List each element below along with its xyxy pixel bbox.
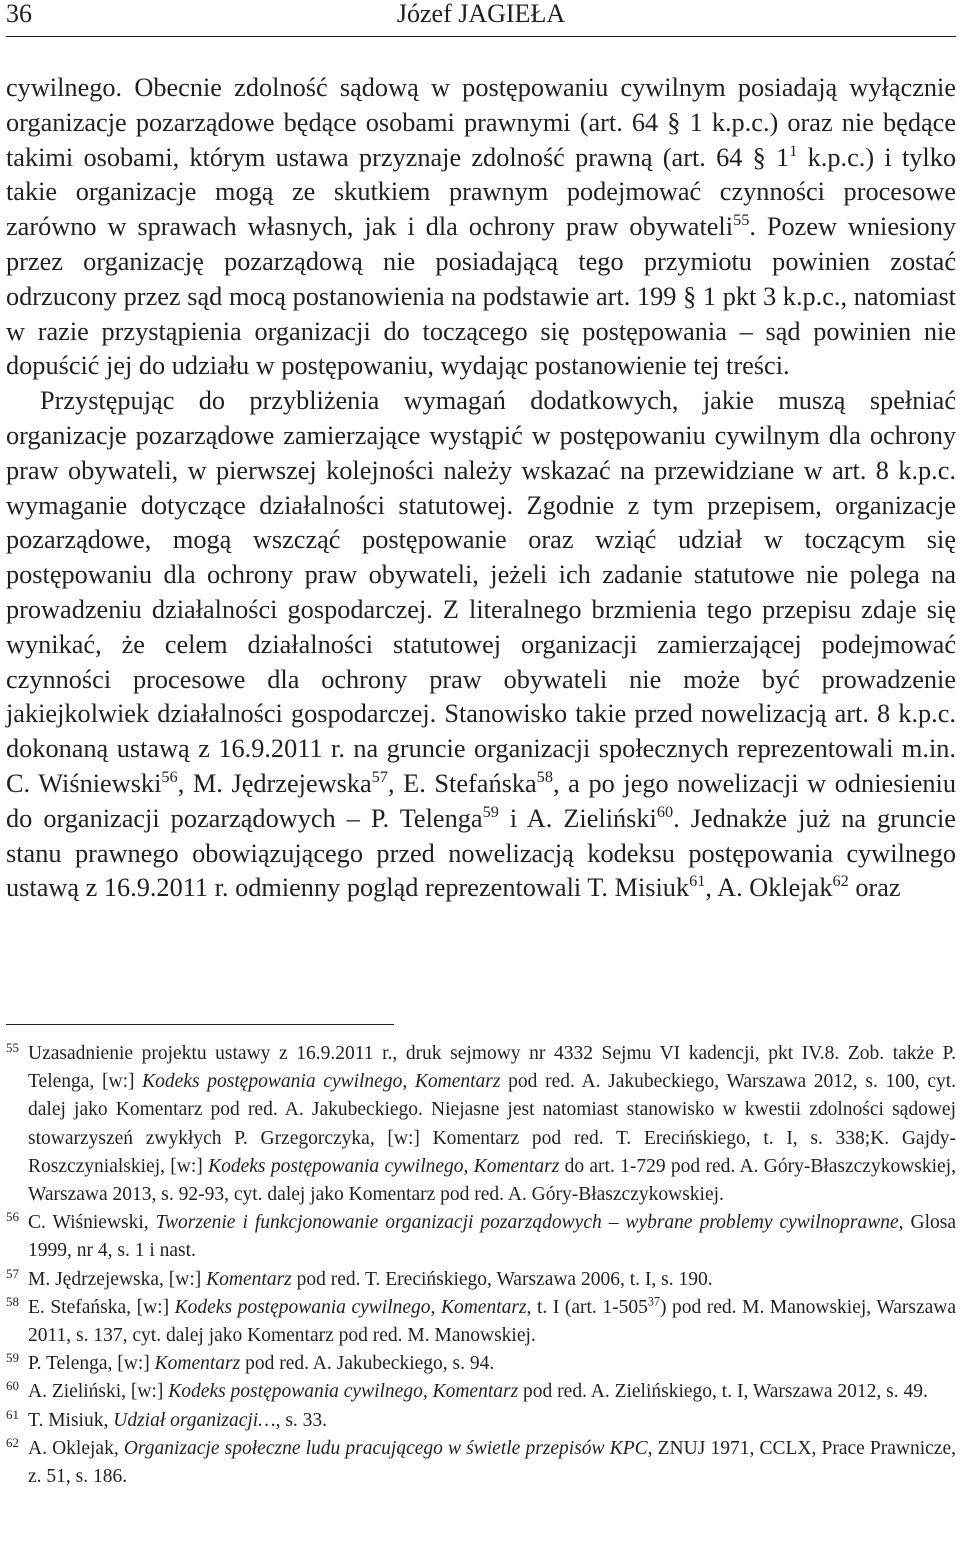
footnote-number: 60: [6, 1378, 19, 1394]
text-run: pod red. A. Jakubeckiego, s. 94.: [240, 1353, 495, 1375]
footnote-ref[interactable]: 56: [161, 766, 178, 786]
page-header: [6, 0, 956, 37]
text-run: oraz: [848, 873, 901, 903]
footnote: [6, 1350, 956, 1378]
italic-title: Kodeks postępowania cywilnego, Komentarz: [142, 1071, 501, 1093]
italic-title: Kodeks postępowania cywilnego, Komentarz: [174, 1296, 527, 1318]
text-run: T. Misiuk,: [28, 1409, 114, 1431]
text-run: Uzasadnienie projektu ustawy z 16.9.2011 r., druk sejmowy nr 4332 Sejmu VI kadencji, pkt IV.8. Zob. także P. Telenga, [w:]: [28, 1043, 956, 1093]
footnote-number: 62: [6, 1434, 19, 1450]
footnote-number: 55: [6, 1040, 19, 1055]
superscript: 1: [789, 140, 798, 160]
footnote: [6, 1040, 956, 1209]
footnote-number: 56: [6, 1209, 19, 1225]
footnote: [6, 1294, 956, 1350]
italic-title: Kodeks postępowania cywilnego, Komentarz: [168, 1381, 519, 1403]
text-run: , ZNUJ 1971, CCLX, Prace Prawnicze, z. 51, s. 186.: [28, 1437, 956, 1488]
footnote: [6, 1209, 956, 1265]
page-number: 36: [6, 0, 32, 28]
footnote-ref[interactable]: 57: [371, 766, 388, 786]
footnotes: [6, 1040, 956, 1491]
document-page: [6, 0, 956, 1559]
paragraph: [6, 71, 956, 384]
footnote-ref[interactable]: 55: [733, 210, 750, 230]
text-run: , a po jego nowelizacji w odniesieniu do organizacji pozarządowych – P. Telenga: [6, 768, 956, 833]
text-run: . Jednakże już na gruncie stanu prawnego obowiązującego przed nowelizacją kodeksu postępowania cywilnego ustawą z 16.9.2011 r. odmienny pogląd reprezentowali T. Misiuk: [6, 803, 956, 903]
footnote: [6, 1378, 956, 1406]
italic-title: Organizacje społeczne ludu pracującego w świetle przepisów KPC: [123, 1437, 648, 1459]
footnote-ref[interactable]: 58: [536, 766, 553, 786]
text-run: k.p.c.) i tylko takie organizacje mogą ze skutkiem prawnym podejmować czynności procesowe zarówno w sprawach własnych, jak i dla ochrony praw obywateli: [6, 142, 956, 242]
footnote: [6, 1266, 956, 1294]
italic-title: Udział organizacji…: [113, 1409, 276, 1431]
italic-title: Tworzenie i funkcjonowanie organizacji pozarządowych – wybrane problemy cywilnoprawne: [155, 1212, 899, 1234]
text-run: , s. 33.: [275, 1409, 328, 1431]
text-run: E. Stefańska, [w:]: [28, 1296, 175, 1318]
text-run: A. Zieliński, [w:]: [28, 1381, 169, 1403]
text-run: , M. Jędrzejewska: [177, 768, 372, 798]
footnote-ref[interactable]: 61: [689, 871, 706, 891]
paragraph: [6, 384, 956, 906]
footnote: [6, 1407, 956, 1435]
text-run: cywilnego. Obecnie zdolność sądową w postępowaniu cywilnym posiadają wyłącznie organizacje pozarządowe będące osobami prawnymi (art. 64 § 1 k.p.c.) oraz nie będące takimi osobami, którym ustawa przyznaje zdolność prawną (art. 64 § 1: [6, 73, 956, 172]
italic-title: Komentarz: [206, 1268, 292, 1290]
text-run: pod red. A. Zielińskiego, t. I, Warszawa 2012, s. 49.: [518, 1381, 928, 1403]
text-run: . Pozew wniesiony przez organizację pozarządową nie posiadającą tego przymiotu powinien zostać odrzucony przez sąd mocą postanowienia na podstawie art. 199 § 1 pkt 3 k.p.c., natomiast w razie przystąpienia organizacji do toczącego się postępowania – sąd powinien nie dopuścić jej do udziału w postępowaniu, wydając postanowienie tej treści.: [6, 212, 956, 381]
footnote-ref[interactable]: 60: [656, 801, 674, 821]
text-run: , t. I (art. 1-505: [526, 1296, 648, 1318]
footnote: [6, 1435, 956, 1491]
italic-title: Kodeks postępowania cywilnego, Komentarz: [208, 1155, 560, 1177]
text-run: A. Oklejak,: [28, 1437, 124, 1459]
text-run: i A. Zieliński: [498, 803, 657, 833]
text-run: P. Telenga, [w:]: [28, 1353, 155, 1375]
footnote-number: 57: [6, 1265, 19, 1281]
text-run: Przystępując do przybliżenia wymagań dodatkowych, jakie muszą spełniać organizacje pozarządowe zamierzające wystąpić w postępowaniu cywilnym dla ochrony praw obywateli, w pierwszej kolejności należy wskazać na przewidziane w art. 8 k.p.c. wymaganie dotyczące działalności statutowej. Zgodnie z tym przepisem, organizacje pozarządowe, mogą wszcząć postępowanie oraz wziąć udział w toczącym się postępowaniu dla ochrony praw obywateli, jeżeli ich zadanie statutowe nie polega na prowadzeniu działalności gospodarczej. Z literalnego brzmienia tego przepisu zdaje się wynikać, że celem działalności statutowej organizacji zamierzającej podejmować czynności procesowe dla ochrony praw obywateli nie może być prowadzenie jakiejkolwiek działalności gospodarczej. Stanowisko takie przed nowelizacją art. 8 k.p.c. dokonaną ustawą z 16.9.2011 r. na gruncie organizacji społecznych reprezentowali m.in. C. Wiśniewski: [6, 386, 956, 798]
footnote-ref[interactable]: 62: [832, 871, 849, 891]
running-head-author: Józef JAGIEŁA: [396, 0, 566, 28]
footnote-number: 58: [6, 1293, 19, 1309]
italic-title: Komentarz: [154, 1353, 241, 1375]
text-run: pod red. A. Jakubeckiego, Warszawa 2012, s. 100, cyt. dalej jako Komentarz pod red. A. Jakubeckiego. Niejasne jest natomiast stanowisko w kwestii zdolności sądowej stowarzyszeń zwykłych P. Grzegorczyka, [w:] Komentarz pod red. T. Erecińskiego, t. I, s. 338;K. Gajdy-Roszczynialskiej, [w:]: [28, 1071, 957, 1177]
text-run: , Glosa 1999, nr 4, s. 1 i nast.: [28, 1212, 956, 1262]
text-run: do art. 1-729 pod red. A. Góry-Błaszczykowskiej, Warszawa 2013, s. 92-93, cyt. dalej jako Komentarz pod red. A. Góry-Błaszczykowskiej.: [28, 1155, 956, 1206]
text-run: pod red. T. Erecińskiego, Warszawa 2006, t. I, s. 190.: [291, 1268, 713, 1290]
text-run: , A. Oklejak: [705, 873, 833, 903]
text-run: ) pod red. M. Manowskiej, Warszawa 2011, s. 137, cyt. dalej jako Komentarz pod red. M. Manowskiej.: [28, 1296, 956, 1347]
footnote-separator: [6, 1024, 394, 1025]
footnote-number: 59: [6, 1350, 19, 1366]
text-run: , E. Stefańska: [387, 768, 537, 798]
text-run: M. Jędrzejewska, [w:]: [28, 1268, 207, 1290]
footnote-number: 61: [6, 1406, 19, 1422]
superscript: 37: [647, 1294, 660, 1309]
body-text: [6, 71, 956, 906]
text-run: C. Wiśniewski,: [28, 1212, 156, 1234]
footnote-ref[interactable]: 59: [482, 801, 499, 821]
